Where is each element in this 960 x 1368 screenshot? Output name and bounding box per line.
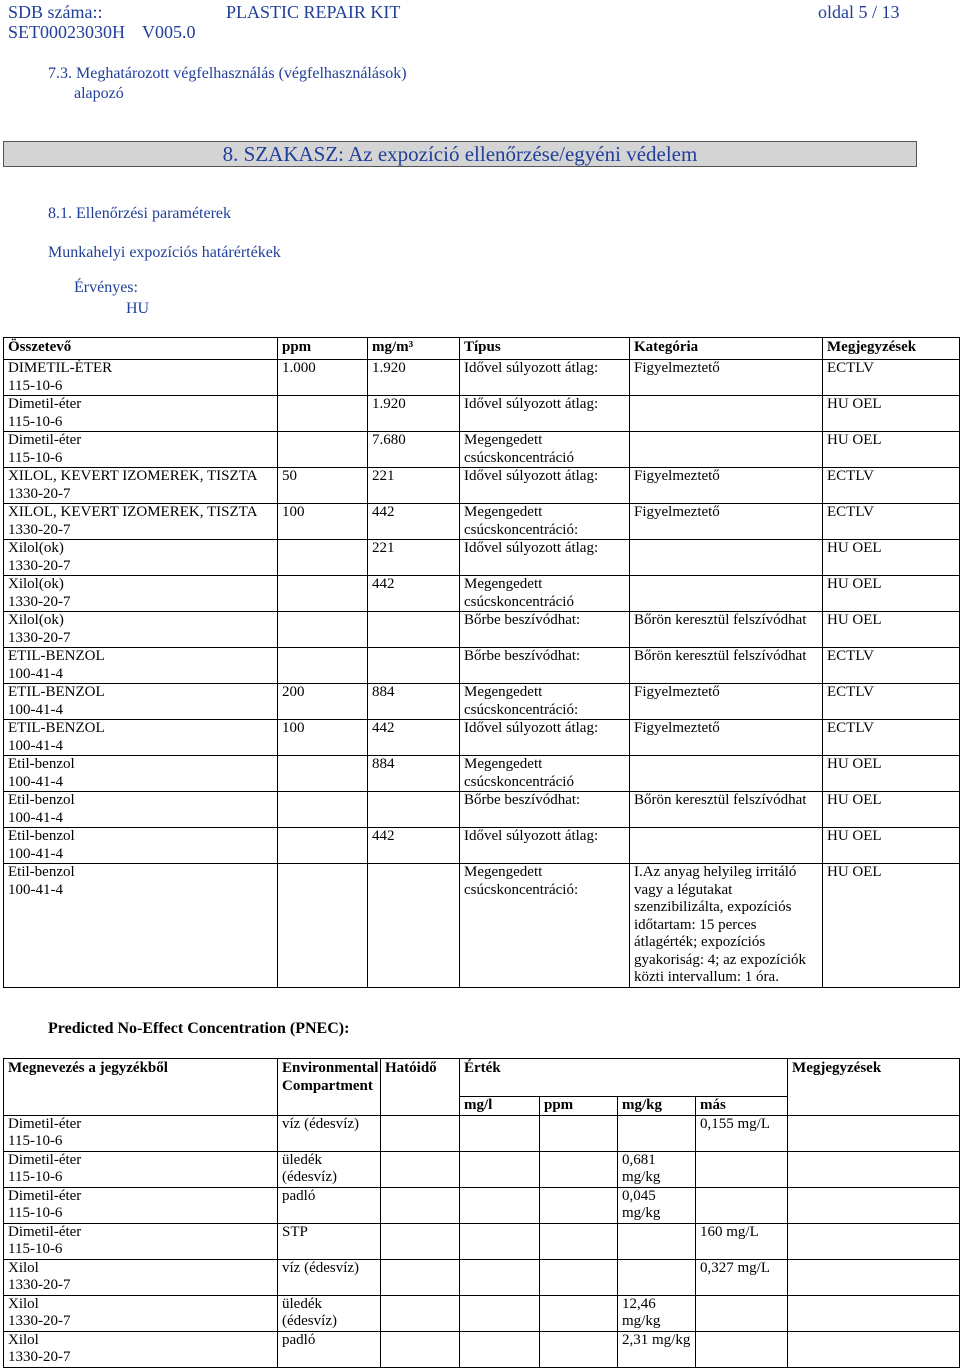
substance-name: Dimetil-éter <box>8 1151 82 1168</box>
remarks-cell: HU OEL <box>823 576 960 612</box>
type-cell: Megengedett csúcskoncentráció: <box>460 504 630 540</box>
table-row <box>4 360 960 396</box>
table-row <box>4 504 960 540</box>
section-8-title: 8. SZAKASZ: Az expozíció ellenőrzése/egyéni védelem <box>222 142 698 166</box>
mg-l-cell <box>460 1259 540 1295</box>
cas-number: 115-10-6 <box>8 449 63 466</box>
substance-cell <box>4 360 278 396</box>
mg-m3-cell: 221 <box>368 468 460 504</box>
section-8-title-bar <box>3 141 917 167</box>
substance-name: Dimetil-éter <box>8 1223 82 1240</box>
mg-m3-cell <box>368 792 460 828</box>
mg-l-cell <box>460 1223 540 1259</box>
cas-number: 1330-20-7 <box>8 593 71 610</box>
page-indicator: oldal 5 / 13 <box>818 2 900 22</box>
remarks-cell: ECTLV <box>823 504 960 540</box>
ppm-cell <box>540 1223 618 1259</box>
mg-m3-cell: 884 <box>368 756 460 792</box>
category-cell: Figyelmeztető <box>630 720 823 756</box>
type-cell: Idővel súlyozott átlag: <box>460 720 630 756</box>
cas-number: 100-41-4 <box>8 773 63 790</box>
category-cell <box>630 432 823 468</box>
substance-cell <box>4 468 278 504</box>
table-row <box>4 468 960 504</box>
substance-name: ETIL-BENZOL <box>8 684 105 700</box>
cas-number: 100-41-4 <box>8 881 63 898</box>
category-cell: Figyelmeztető <box>630 360 823 396</box>
cas-number: 115-10-6 <box>8 413 63 430</box>
mg-m3-cell: 442 <box>368 576 460 612</box>
type-cell: Idővel súlyozott átlag: <box>460 360 630 396</box>
category-cell: Figyelmeztető <box>630 684 823 720</box>
header-other: más <box>696 1097 788 1116</box>
table-row <box>4 612 960 648</box>
duration-cell <box>381 1295 460 1331</box>
section-8-1-heading: 8.1. Ellenőrzési paraméterek <box>48 205 232 222</box>
ppm-cell <box>540 1331 618 1367</box>
category-cell <box>630 828 823 864</box>
header-ppm: ppm <box>278 338 368 360</box>
duration-cell <box>381 1151 460 1187</box>
cas-number: 1330-20-7 <box>8 1349 71 1365</box>
substance-cell <box>4 1151 278 1187</box>
pnec-body <box>4 1115 960 1367</box>
substance-name: Xilol <box>8 1259 39 1276</box>
cas-number: 1330-20-7 <box>8 1313 71 1329</box>
ppm-cell <box>278 828 368 864</box>
cas-number: 100-41-4 <box>8 845 63 862</box>
table-row <box>4 1115 960 1151</box>
mg-kg-cell: 0,045 mg/kg <box>618 1187 696 1223</box>
mg-l-cell <box>460 1331 540 1367</box>
header-mg-kg: mg/kg <box>618 1097 696 1116</box>
table-row <box>4 432 960 468</box>
ppm-cell <box>540 1187 618 1223</box>
cas-number: 115-10-6 <box>8 377 63 394</box>
duration-cell <box>381 1187 460 1223</box>
ppm-cell: 100 <box>278 504 368 540</box>
remarks-cell <box>788 1151 960 1187</box>
substance-name: DIMETIL-ÉTER <box>8 360 113 376</box>
remarks-cell: ECTLV <box>823 468 960 504</box>
substance-cell <box>4 396 278 432</box>
substance-name: Xilol <box>8 1295 39 1312</box>
substance-name: Dimetil-éter <box>8 396 82 412</box>
type-cell: Megengedett csúcskoncentráció: <box>460 864 630 988</box>
table-row <box>4 576 960 612</box>
cas-number: 115-10-6 <box>8 1241 63 1257</box>
mg-m3-cell <box>368 648 460 684</box>
header-ppm: ppm <box>540 1097 618 1116</box>
exposure-limits-body <box>4 360 960 988</box>
table-row <box>4 1259 960 1295</box>
type-cell: Bőrbe beszívódhat: <box>460 792 630 828</box>
ppm-cell <box>278 396 368 432</box>
remarks-cell: ECTLV <box>823 648 960 684</box>
remarks-cell: HU OEL <box>823 612 960 648</box>
section-7-3-heading: 7.3. Meghatározott végfelhasználás (végfelhasználások) <box>48 65 407 82</box>
ppm-cell <box>278 612 368 648</box>
substance-cell <box>4 864 278 988</box>
mg-kg-cell <box>618 1259 696 1295</box>
substance-cell <box>4 540 278 576</box>
remarks-cell: ECTLV <box>823 684 960 720</box>
substance-name: Dimetil-éter <box>8 1187 82 1204</box>
type-cell: Idővel súlyozott átlag: <box>460 828 630 864</box>
pnec-table <box>3 1058 960 1368</box>
table-header-row <box>4 338 960 360</box>
type-cell: Bőrbe beszívódhat: <box>460 612 630 648</box>
remarks-cell <box>788 1331 960 1367</box>
ppm-cell <box>540 1151 618 1187</box>
substance-cell <box>4 1115 278 1151</box>
ppm-cell <box>278 576 368 612</box>
ppm-cell <box>540 1259 618 1295</box>
header-mg-l: mg/l <box>460 1097 540 1116</box>
table-row <box>4 828 960 864</box>
remarks-cell <box>788 1115 960 1151</box>
header-remarks: Megjegyzések <box>788 1059 960 1116</box>
header-category: Kategória <box>630 338 823 360</box>
table-row <box>4 540 960 576</box>
substance-cell <box>4 1223 278 1259</box>
table-row <box>4 648 960 684</box>
ppm-cell <box>278 792 368 828</box>
substance-cell <box>4 1187 278 1223</box>
mg-m3-cell: 442 <box>368 504 460 540</box>
cas-number: 115-10-6 <box>8 1133 63 1149</box>
header-remarks: Megjegyzések <box>823 338 960 360</box>
substance-cell <box>4 1295 278 1331</box>
table-row <box>4 720 960 756</box>
substance-name: Xilol(ok) <box>8 612 64 628</box>
compartment-cell: STP <box>278 1223 381 1259</box>
remarks-cell: HU OEL <box>823 396 960 432</box>
valid-label: Érvényes: <box>74 279 138 296</box>
mg-m3-cell <box>368 612 460 648</box>
cas-number: 100-41-4 <box>8 737 63 754</box>
sdb-label: SDB száma:: <box>8 2 103 22</box>
remarks-cell: HU OEL <box>823 756 960 792</box>
mg-kg-cell: 12,46 mg/kg <box>618 1295 696 1331</box>
ppm-cell: 100 <box>278 720 368 756</box>
other-value-cell: 0,155 mg/L <box>696 1115 788 1151</box>
mg-m3-cell: 7.680 <box>368 432 460 468</box>
other-value-cell <box>696 1187 788 1223</box>
category-cell: Bőrön keresztül felszívódhat <box>630 612 823 648</box>
type-cell: Idővel súlyozott átlag: <box>460 540 630 576</box>
cas-number: 100-41-4 <box>8 809 63 826</box>
remarks-cell: HU OEL <box>823 828 960 864</box>
ppm-cell: 1.000 <box>278 360 368 396</box>
substance-name: Etil-benzol <box>8 756 75 772</box>
substance-name: Xilol(ok) <box>8 576 64 592</box>
remarks-cell: HU OEL <box>823 864 960 988</box>
ppm-cell: 50 <box>278 468 368 504</box>
table-row <box>4 864 960 988</box>
table-row <box>4 1295 960 1331</box>
substance-name: Xilol(ok) <box>8 540 64 556</box>
mg-m3-cell: 442 <box>368 720 460 756</box>
pnec-title: Predicted No-Effect Concentration (PNEC): <box>48 1020 350 1037</box>
header-compartment: Environmental Compartment <box>278 1059 381 1116</box>
ppm-cell <box>540 1115 618 1151</box>
substance-cell <box>4 828 278 864</box>
compartment-cell: víz (édesvíz) <box>278 1115 381 1151</box>
substance-name: ETIL-BENZOL <box>8 720 105 736</box>
ppm-cell <box>278 648 368 684</box>
cas-number: 100-41-4 <box>8 665 63 682</box>
header-duration: Hatóidő <box>381 1059 460 1116</box>
duration-cell <box>381 1223 460 1259</box>
category-cell <box>630 396 823 432</box>
mg-m3-cell: 884 <box>368 684 460 720</box>
compartment-cell: padló <box>278 1331 381 1367</box>
category-cell <box>630 540 823 576</box>
other-value-cell: 0,327 mg/L <box>696 1259 788 1295</box>
duration-cell <box>381 1115 460 1151</box>
remarks-cell <box>788 1187 960 1223</box>
ppm-cell <box>540 1295 618 1331</box>
cas-number: 1330-20-7 <box>8 485 71 502</box>
type-cell: Megengedett csúcskoncentráció <box>460 756 630 792</box>
header-component: Összetevő <box>4 338 278 360</box>
mg-kg-cell: 2,31 mg/kg <box>618 1331 696 1367</box>
mg-m3-cell: 1.920 <box>368 360 460 396</box>
duration-cell <box>381 1259 460 1295</box>
duration-cell <box>381 1331 460 1367</box>
mg-m3-cell: 221 <box>368 540 460 576</box>
sdb-number: SET00023030H <box>8 22 125 42</box>
substance-cell <box>4 432 278 468</box>
type-cell: Megengedett csúcskoncentráció <box>460 432 630 468</box>
valid-country: HU <box>126 300 150 317</box>
substance-name: ETIL-BENZOL <box>8 648 105 664</box>
mg-l-cell <box>460 1187 540 1223</box>
other-value-cell <box>696 1151 788 1187</box>
remarks-cell <box>788 1259 960 1295</box>
cas-number: 115-10-6 <box>8 1169 63 1185</box>
substance-cell <box>4 756 278 792</box>
mg-l-cell <box>460 1115 540 1151</box>
compartment-cell: üledék (édesvíz) <box>278 1151 381 1187</box>
substance-cell <box>4 612 278 648</box>
remarks-cell: HU OEL <box>823 540 960 576</box>
category-cell <box>630 756 823 792</box>
substance-cell <box>4 504 278 540</box>
substance-cell <box>4 684 278 720</box>
type-cell: Idővel súlyozott átlag: <box>460 396 630 432</box>
ppm-cell <box>278 756 368 792</box>
cas-number: 1330-20-7 <box>8 1277 71 1293</box>
cas-number: 1330-20-7 <box>8 629 71 646</box>
header-value: Érték <box>460 1059 788 1097</box>
table-row <box>4 1331 960 1367</box>
substance-cell <box>4 792 278 828</box>
category-cell <box>630 576 823 612</box>
table-row <box>4 1223 960 1259</box>
remarks-cell: ECTLV <box>823 720 960 756</box>
table-row <box>4 756 960 792</box>
substance-name: XILOL, KEVERT IZOMEREK, TISZTA <box>8 504 258 520</box>
substance-name: Etil-benzol <box>8 792 75 808</box>
type-cell: Megengedett csúcskoncentráció <box>460 576 630 612</box>
other-value-cell <box>696 1331 788 1367</box>
substance-name: XILOL, KEVERT IZOMEREK, TISZTA <box>8 468 258 484</box>
other-value-cell: 160 mg/L <box>696 1223 788 1259</box>
header-name: Megnevezés a jegyzékből <box>4 1059 278 1116</box>
mg-l-cell <box>460 1151 540 1187</box>
type-cell: Bőrbe beszívódhat: <box>460 648 630 684</box>
category-cell: Figyelmeztető <box>630 468 823 504</box>
other-value-cell <box>696 1295 788 1331</box>
substance-name: Etil-benzol <box>8 828 75 844</box>
exposure-limits-table <box>3 337 960 988</box>
substance-cell <box>4 1259 278 1295</box>
table-header-row <box>4 1059 960 1097</box>
cas-number: 115-10-6 <box>8 1205 63 1221</box>
substance-cell <box>4 576 278 612</box>
remarks-cell: ECTLV <box>823 360 960 396</box>
section-7-3-value: alapozó <box>74 85 124 102</box>
ppm-cell: 200 <box>278 684 368 720</box>
table-row <box>4 1187 960 1223</box>
remarks-cell: HU OEL <box>823 432 960 468</box>
cas-number: 1330-20-7 <box>8 557 71 574</box>
table-row <box>4 396 960 432</box>
compartment-cell: víz (édesvíz) <box>278 1259 381 1295</box>
header-type: Típus <box>460 338 630 360</box>
substance-name: Etil-benzol <box>8 864 75 880</box>
ppm-cell <box>278 432 368 468</box>
category-cell: Bőrön keresztül felszívódhat <box>630 648 823 684</box>
substance-name: Xilol <box>8 1331 39 1348</box>
category-cell: I.Az anyag helyileg irritáló vagy a légutakat szenzibilizálta, expozíciós időtartam: 15 perces átlagérték; expozíciós gyakoriság: 4; az expozíciók közti intervallum: 1 óra. <box>630 864 823 988</box>
type-cell: Megengedett csúcskoncentráció: <box>460 684 630 720</box>
mg-m3-cell: 442 <box>368 828 460 864</box>
type-cell: Idővel súlyozott átlag: <box>460 468 630 504</box>
substance-cell <box>4 720 278 756</box>
substance-name: Dimetil-éter <box>8 432 82 448</box>
table-row <box>4 792 960 828</box>
compartment-cell: padló <box>278 1187 381 1223</box>
cas-number: 1330-20-7 <box>8 521 71 538</box>
mg-kg-cell: 0,681 mg/kg <box>618 1151 696 1187</box>
product-name: PLASTIC REPAIR KIT <box>226 2 401 22</box>
ppm-cell <box>278 540 368 576</box>
category-cell: Bőrön keresztül felszívódhat <box>630 792 823 828</box>
table-row <box>4 684 960 720</box>
mg-l-cell <box>460 1295 540 1331</box>
compartment-cell: üledék (édesvíz) <box>278 1295 381 1331</box>
remarks-cell: HU OEL <box>823 792 960 828</box>
mg-m3-cell: 1.920 <box>368 396 460 432</box>
mg-m3-cell <box>368 864 460 988</box>
mg-kg-cell <box>618 1115 696 1151</box>
substance-name: Dimetil-éter <box>8 1115 82 1132</box>
substance-cell <box>4 1331 278 1367</box>
cas-number: 100-41-4 <box>8 701 63 718</box>
ppm-cell <box>278 864 368 988</box>
header-mg-m3: mg/m³ <box>368 338 460 360</box>
table-row <box>4 1151 960 1187</box>
document-version: V005.0 <box>142 22 196 42</box>
substance-cell <box>4 648 278 684</box>
mg-kg-cell <box>618 1223 696 1259</box>
workplace-limits-heading: Munkahelyi expozíciós határértékek <box>48 244 281 261</box>
category-cell: Figyelmeztető <box>630 504 823 540</box>
remarks-cell <box>788 1223 960 1259</box>
remarks-cell <box>788 1295 960 1331</box>
